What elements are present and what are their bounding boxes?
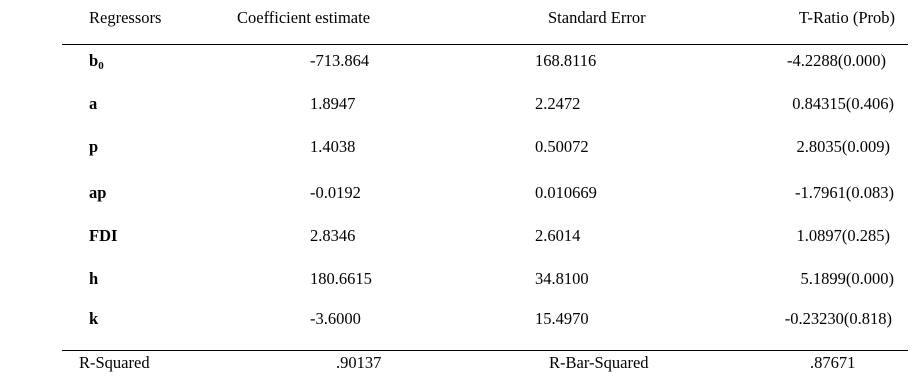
se-value: 2.2472 [535,94,581,113]
t-ratio-value: 1.0897(0.285) [796,226,890,245]
coef-value: -3.6000 [310,309,361,328]
t-ratio-value: -4.2288(0.000) [787,51,886,70]
regressor-label: a [89,94,98,113]
se-value: 168.8116 [535,51,597,70]
t-ratio-value: 2.8035(0.009) [796,137,890,156]
se-value: 0.50072 [535,137,589,156]
coef-value: -0.0192 [310,183,361,202]
coef-value: 1.4038 [310,137,356,156]
coef-value: 180.6615 [310,269,372,288]
header-coefficient-estimate: Coefficient estimate [237,8,371,27]
regressor-label: h [89,269,99,288]
t-ratio-value: 5.1899(0.000) [800,269,894,288]
se-value: 15.4970 [535,309,589,328]
t-ratio-value: -0.23230(0.818) [784,309,892,328]
coef-value: 2.8346 [310,226,356,245]
se-value: 0.010669 [535,183,597,202]
t-ratio-value: -1.7961(0.083) [795,183,894,202]
regressor-label: ap [89,183,107,202]
footer-rule [62,350,908,351]
header-regressors: Regressors [89,8,162,27]
coef-value: -713.864 [310,51,370,70]
header-standard-error: Standard Error [548,8,646,27]
r-bar-squared-value: .87671 [810,353,856,372]
regressor-label: $b_0$ [89,51,104,72]
r-squared-value: .90137 [336,353,382,372]
coef-value: 1.8947 [310,94,356,113]
header-rule [62,44,908,45]
regressor-label: FDI [89,226,118,245]
t-ratio-value: 0.84315(0.406) [792,94,894,113]
regressor-label: k [89,309,99,328]
r-bar-squared-label: R-Bar-Squared [549,353,649,372]
se-value: 34.8100 [535,269,589,288]
regressor-label: p [89,137,99,156]
r-squared-label: R-Squared [79,353,150,372]
se-value: 2.6014 [535,226,581,245]
header-t-ratio: T-Ratio (Prob) [798,8,895,27]
